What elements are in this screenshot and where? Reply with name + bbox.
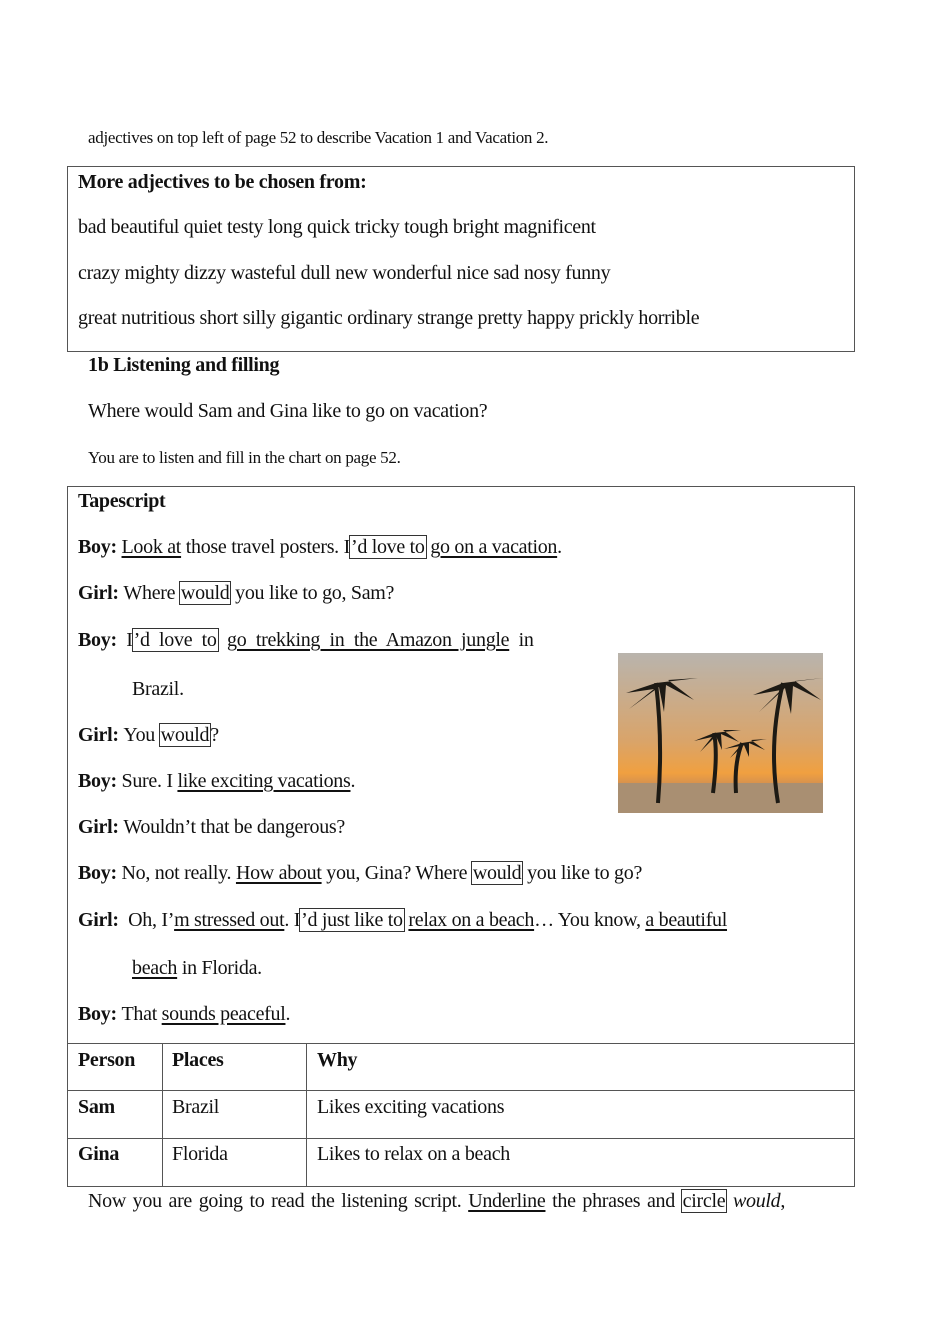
speaker-label: Girl: <box>78 582 124 604</box>
adjectives-line: great nutritious short silly gigantic ordinary strange pretty happy prickly horrible <box>78 307 700 329</box>
dialogue-line <box>78 581 394 605</box>
dialogue-line <box>132 956 262 980</box>
text-segment: in <box>509 629 534 651</box>
speaker-label: Girl: <box>78 816 124 838</box>
text-segment: Sure. I <box>121 770 178 792</box>
table-divider <box>67 1138 854 1139</box>
text-segment: those travel posters. I <box>181 536 350 558</box>
underlined-phrase: sounds peaceful <box>161 1003 286 1025</box>
table-header-person: Person <box>78 1049 136 1071</box>
section-heading: 1b Listening and filling <box>88 354 280 376</box>
text-segment: ? <box>210 724 219 746</box>
table-divider <box>67 1043 854 1044</box>
underlined-phrase: beach <box>132 957 178 979</box>
tapescript-title: Tapescript <box>78 490 166 512</box>
adjectives-title: More adjectives to be chosen from: <box>78 171 367 193</box>
underlined-phrase: m stressed out <box>174 909 285 931</box>
text-segment: . <box>350 770 356 792</box>
section-instruction: You are to listen and fill in the chart on page 52. <box>88 448 401 467</box>
speaker-label: Girl: <box>78 724 124 746</box>
dialogue-line <box>132 677 184 701</box>
text-segment: Where <box>123 582 180 604</box>
underlined-phrase: a beautiful <box>645 909 728 931</box>
circled-phrase: would <box>472 862 522 884</box>
speaker-label: Girl: <box>78 909 124 931</box>
underlined-phrase: go on a vacation <box>430 536 558 558</box>
dialogue-line <box>78 908 727 932</box>
table-header-why: Why <box>317 1049 358 1071</box>
text-segment: , <box>780 1190 786 1212</box>
underlined-phrase: relax on a beach <box>408 909 535 931</box>
underlined-phrase: like exciting vacations <box>177 770 351 792</box>
palm-beach-image <box>618 653 823 813</box>
table-header-places: Places <box>172 1049 224 1071</box>
table-cell-person: Sam <box>78 1096 115 1118</box>
circled-phrase: ’d love to <box>350 536 425 558</box>
text-segment: you like to go? <box>522 862 643 884</box>
italic-word: would <box>732 1190 781 1212</box>
text-segment <box>726 1190 733 1212</box>
table-cell-place: Brazil <box>172 1096 220 1118</box>
dialogue-line <box>78 628 534 652</box>
text-segment: … You know, <box>534 909 646 931</box>
dialogue-line <box>78 769 355 793</box>
speaker-label: Boy: <box>78 862 122 884</box>
text-segment: No, not really. <box>121 862 236 884</box>
text-segment: . I <box>284 909 301 931</box>
dialogue-line <box>78 723 219 747</box>
text-segment: . <box>557 536 562 558</box>
text-segment: Oh, I’ <box>123 909 175 931</box>
table-cell-person: Gina <box>78 1143 120 1165</box>
underlined-phrase: Look at <box>121 536 182 558</box>
speaker-label: Boy: <box>78 770 122 792</box>
dialogue-line <box>78 535 562 559</box>
dialogue-line <box>78 1002 290 1026</box>
table-divider <box>162 1043 163 1186</box>
underlined-phrase: Underline <box>468 1190 546 1212</box>
adjectives-line: bad beautiful quiet testy long quick tricky tough bright magnificent <box>78 216 596 238</box>
speaker-label: Boy: <box>78 536 122 558</box>
circled-phrase: circle <box>682 1190 726 1212</box>
text-segment: That <box>121 1003 162 1025</box>
speaker-label: Boy: <box>78 629 127 651</box>
footer-instruction <box>88 1189 785 1213</box>
text-segment: Now you are going to read the listening script. <box>88 1190 469 1212</box>
speaker-label: Boy: <box>78 1003 122 1025</box>
table-divider <box>67 1090 854 1091</box>
circled-phrase: would <box>180 582 230 604</box>
circled-phrase: ’d love to <box>133 629 217 651</box>
table-cell-why: Likes to relax on a beach <box>317 1143 510 1165</box>
section-question: Where would Sam and Gina like to go on vacation? <box>88 400 488 422</box>
underlined-phrase: go trekking in the Amazon jungle <box>227 629 510 651</box>
text-segment: . <box>285 1003 291 1025</box>
text-segment: I <box>126 629 133 651</box>
text-segment: Brazil. <box>132 678 184 700</box>
text-segment: Wouldn’t that be dangerous? <box>123 816 345 838</box>
dialogue-line <box>78 815 345 839</box>
dialogue-line <box>78 861 642 885</box>
circled-phrase: would <box>160 724 210 746</box>
underlined-phrase: How about <box>235 862 322 884</box>
intro-text: adjectives on top left of page 52 to describe Vacation 1 and Vacation 2. <box>88 128 549 147</box>
table-cell-why: Likes exciting vacations <box>317 1096 505 1118</box>
table-divider <box>306 1043 307 1186</box>
text-segment: the phrases and <box>545 1190 682 1212</box>
text-segment: You <box>123 724 160 746</box>
text-segment: you, Gina? Where <box>321 862 472 884</box>
text-segment: you like to go, Sam? <box>230 582 395 604</box>
text-segment <box>218 629 227 651</box>
adjectives-line: crazy mighty dizzy wasteful dull new wonderful nice sad nosy funny <box>78 262 611 284</box>
text-segment: in Florida. <box>177 957 262 979</box>
table-cell-place: Florida <box>172 1143 228 1165</box>
circled-phrase: ’d just like to <box>301 909 403 931</box>
